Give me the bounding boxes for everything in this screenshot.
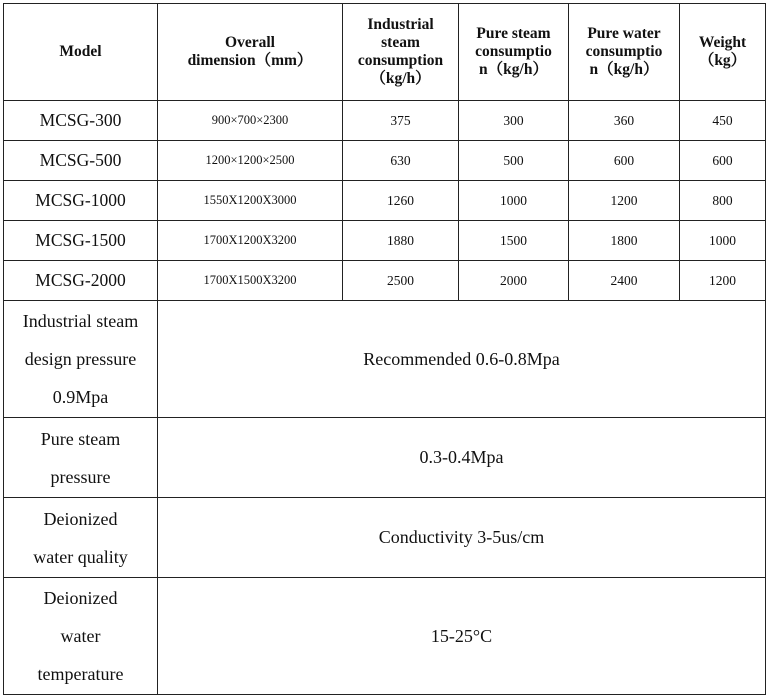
industrial-steam-cell: 1880	[343, 221, 459, 261]
dimension-cell: 900×700×2300	[158, 101, 343, 141]
header-overall-dimension: Overall dimension（mm）	[158, 4, 343, 101]
param-value: 0.3-0.4Mpa	[158, 418, 766, 498]
model-cell: MCSG-500	[4, 141, 158, 181]
param-value: 15-25°C	[158, 578, 766, 695]
model-cell: MCSG-1500	[4, 221, 158, 261]
param-label: Deionized water quality	[4, 498, 158, 578]
model-cell: MCSG-300	[4, 101, 158, 141]
param-row-industrial-steam-pressure	[4, 301, 766, 418]
table-row	[4, 141, 766, 181]
table-row	[4, 181, 766, 221]
header-pure-water: Pure water consumptio n（kg/h）	[569, 4, 680, 101]
pure-water-cell: 1200	[569, 181, 680, 221]
header-weight: Weight （kg）	[680, 4, 766, 101]
table-row	[4, 221, 766, 261]
param-row-deionized-water-quality	[4, 498, 766, 578]
param-row-deionized-water-temperature	[4, 578, 766, 695]
table-row	[4, 261, 766, 301]
weight-cell: 600	[680, 141, 766, 181]
weight-cell: 1000	[680, 221, 766, 261]
weight-cell: 800	[680, 181, 766, 221]
industrial-steam-cell: 1260	[343, 181, 459, 221]
pure-steam-cell: 2000	[459, 261, 569, 301]
dimension-cell: 1700X1500X3200	[158, 261, 343, 301]
header-model: Model	[4, 4, 158, 101]
pure-water-cell: 1800	[569, 221, 680, 261]
pure-steam-cell: 500	[459, 141, 569, 181]
model-cell: MCSG-1000	[4, 181, 158, 221]
industrial-steam-cell: 630	[343, 141, 459, 181]
weight-cell: 1200	[680, 261, 766, 301]
dimension-cell: 1550X1200X3000	[158, 181, 343, 221]
pure-water-cell: 600	[569, 141, 680, 181]
dimension-cell: 1700X1200X3200	[158, 221, 343, 261]
pure-steam-cell: 1500	[459, 221, 569, 261]
dimension-cell: 1200×1200×2500	[158, 141, 343, 181]
param-value: Conductivity 3-5us/cm	[158, 498, 766, 578]
industrial-steam-cell: 2500	[343, 261, 459, 301]
model-cell: MCSG-2000	[4, 261, 158, 301]
pure-steam-cell: 300	[459, 101, 569, 141]
weight-cell: 450	[680, 101, 766, 141]
industrial-steam-cell: 375	[343, 101, 459, 141]
pure-water-cell: 2400	[569, 261, 680, 301]
header-row	[4, 4, 766, 101]
param-label: Industrial steam design pressure 0.9Mpa	[4, 301, 158, 418]
header-pure-steam: Pure steam consumptio n（kg/h）	[459, 4, 569, 101]
pure-steam-cell: 1000	[459, 181, 569, 221]
param-value: Recommended 0.6-0.8Mpa	[158, 301, 766, 418]
param-label: Pure steam pressure	[4, 418, 158, 498]
table-row	[4, 101, 766, 141]
pure-water-cell: 360	[569, 101, 680, 141]
header-industrial-steam: Industrial steam consumption （kg/h）	[343, 4, 459, 101]
param-label: Deionized water temperature	[4, 578, 158, 695]
specification-table	[3, 3, 766, 695]
param-row-pure-steam-pressure	[4, 418, 766, 498]
